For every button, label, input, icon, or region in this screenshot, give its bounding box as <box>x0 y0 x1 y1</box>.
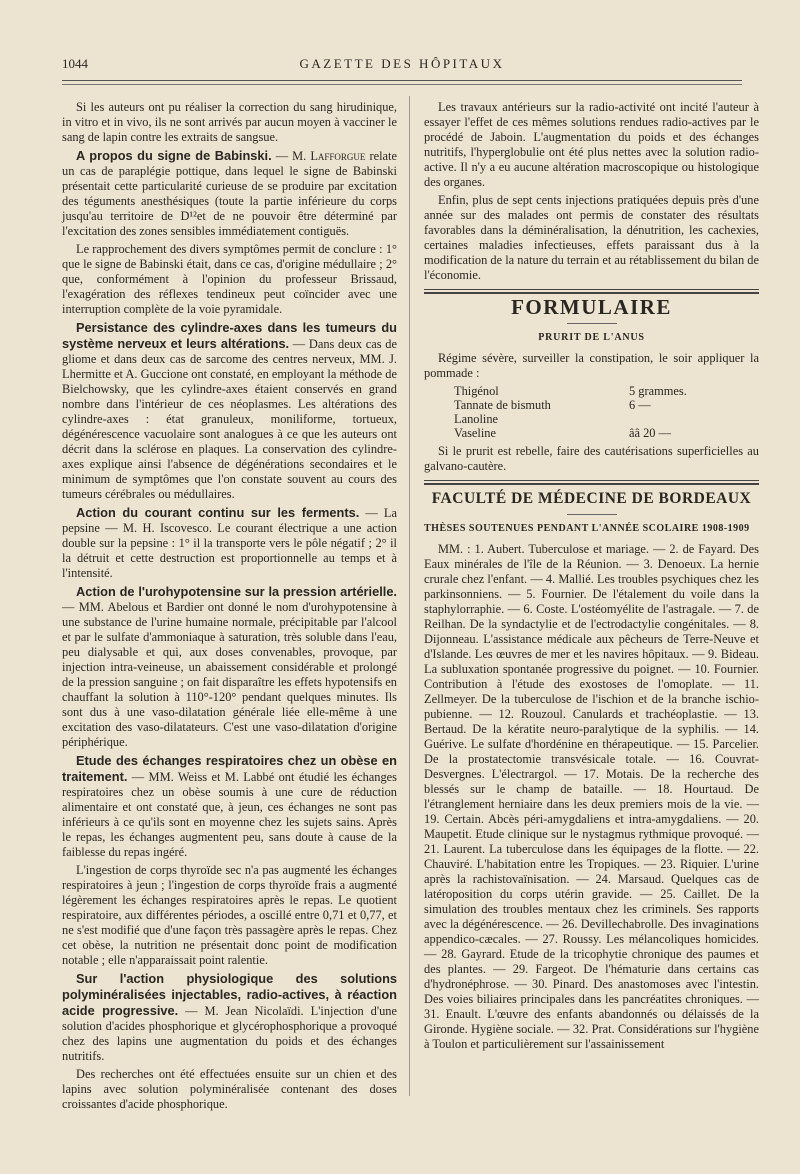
ingredient: Lanoline <box>454 412 499 426</box>
right-column <box>424 100 759 1055</box>
article-solutions-polymineralisees <box>62 971 397 1064</box>
paragraph: Des recherches ont été effectuées ensuite sur un chien et des lapins avec solution polyminéralisée contenant des doses croissantes d'acide phosphorique. <box>62 1067 397 1111</box>
page-header <box>62 56 742 78</box>
faculte-title: FACULTÉ DE MÉDECINE DE BORDEAUX <box>431 490 752 507</box>
paragraph: Enfin, plus de sept cents injections pratiquées depuis près d'une année sur des malades ont permis de constater des résultats favorables dans la déminéralisation, la dénutrition, les cachexies, certaines maladies infectieuses, effets paraissant dus à la modification de la nature du terrain et au rétablissement du bilan de l'économie. <box>424 193 759 282</box>
paragraph: Les travaux antérieurs sur la radio-activité ont incité l'auteur à essayer l'effet de ces mêmes solutions rendues radio-actives par le procédé de Jaboin. L'augmentation du poids et des échanges nutritifs, l'hyperglobulie ont été plus nettes avec la solution radio-active. Il n'y a eu aucune altération macroscopique ou histologique des organes. <box>424 100 759 189</box>
left-column <box>62 100 397 1115</box>
article-text: — Dans deux cas de gliome et dans deux cas de sarcome des centres nerveux, MM. J. Lhermitte et A. Guccione ont constaté, en employant la méthode de Bielchowsky, que les cylindre-axes étaient conservés en grand nombre dans l'intérieur de ces néoplasmes. Les altérations des cylindre-axes : état granuleux, moniliforme, tortueux, dégénérescence vacuolaire sont analogues à ce que les auteurs ont décrit dans la sclérose en plaques. La conservation des cylindre-axes explique ainsi l'absence de dégénérations secondaires et le minimum de symptômes que l'on constate souvent au cours des tumeurs cérébrales ou médullaires. <box>62 337 398 501</box>
section-rule <box>424 289 759 294</box>
article-title: Persistance des cylindre-axes dans les tumeurs du système nerveux et leurs altérations. <box>62 320 397 351</box>
article-text: — MM. Abelous et Bardier ont donné le nom d'urohypotensine à une substance de l'urine humaine normale, précipitable par l'alcool et par le sulfate d'ammoniaque à saturation, très soluble dans l'eau, peu dialysable et qui, aux doses convenables, provoque, par injection intra-veineuse, un abaissement considérable et prolongé de la pression sanguine ; on fait disparaître les effets hypotensifs en chauffant la solution à 110°-120° pendant quelques minutes. Ils sont dus à une vaso-dilatation générale liée elle-même à une excitation des vaso-dilatateurs. C'est une vaso-dilatation d'origine périphérique. <box>62 600 397 749</box>
article-text: — La pepsine — M. H. Iscovesco. Le courant électrique a une action double sur la pepsine : 1° il la transporte vers le pôle négatif ; 2° il la détruit et cette destruction est proportionnelle au temps et à l'intensité. <box>62 506 397 580</box>
quantity: 5 grammes. <box>629 384 687 398</box>
journal-title: GAZETTE DES HÔPITAUX <box>299 56 505 71</box>
article-title: Etude des échanges respiratoires chez un obèse en traitement. <box>62 753 397 784</box>
prescription-row <box>454 426 759 440</box>
prescription <box>454 384 759 440</box>
article-urohypotensine <box>62 584 397 750</box>
quantity <box>629 412 749 426</box>
section-rule <box>424 480 759 485</box>
article-babinski <box>62 148 397 239</box>
paragraph: Régime sévère, surveiller la constipation, le soir appliquer la pommade : <box>424 351 759 380</box>
paragraph: Si les auteurs ont pu réaliser la correction du sang hirudinique, in vitro et in vivo, ils ne sont arrivés par aucun moyen à vacciner le sang de lapin contre les extraits de sangsue. <box>62 100 397 144</box>
paragraph: L'ingestion de corps thyroïde sec n'a pas augmenté les échanges respiratoires à jeun ; l'ingestion de corps thyroïde frais a augmenté légèrement les échanges respiratoires après le repas. Le quotient respiratoire, aux différentes périodes, a oscillé entre 0,71 et 0,77, et ne s'est modifié que d'une façon très passagère après le repas. Chez cet obèse, la nutrition ne présentait donc point de modification notable ; elle n'apparaissait point ralentie. <box>62 863 397 967</box>
article-title: A propos du signe de Babinski. <box>76 148 272 163</box>
article-title: Sur l'action physiologique des solutions polyminéralisées injectables, radio-actives, à réaction acide progressive. <box>62 971 397 1018</box>
short-rule <box>567 514 617 515</box>
header-rule <box>62 80 742 81</box>
prescription-row <box>454 384 759 398</box>
page-number: 1044 <box>62 56 88 71</box>
short-rule <box>567 323 617 324</box>
article-cylindre-axes <box>62 320 397 502</box>
column-divider <box>409 96 410 1096</box>
paragraph: Si le prurit est rebelle, faire des cautérisations superficielles au galvano-cautère. <box>424 444 759 473</box>
article-title: Action du courant continu sur les ferments. <box>76 505 360 520</box>
quantity: ââ 20 — <box>629 426 671 440</box>
theses-list: MM. : 1. Aubert. Tuberculose et mariage. — 2. de Fayard. Des Eaux minérales de l'île de la Réunion. — 3. Denoeux. La hernie crurale chez l'enfant. — 4. Mallié. Les troubles psychiques chez les parkinsonniens. — 5. Fournier. De l'étalement du voile dans la staphylorraphie. — 6. Coste. L'ostéomyélite de l'astragale. — 7. de Reilhan. De la syndactylie et de l'ectrodactylie congénitales. — 8. Dijonneau. L'assistance médicale aux pêcheurs de Terre-Neuve et d'Islande. Les œuvres de mer et les navires hôpitaux. — 9. Bideau. La subluxation spontanée progressive du poignet. — 10. Fournier. Contribution à l'étude des exostoses de l'omoplate. — 11. Zellmeyer. De la tuberculose de l'ischion et de la branche ischio-pubienne. — 12. Rouzoul. Canulards et trachéoplastie. — 13. Bertaud. De la kératite neuro-paralytique de la syphilis. — 14. Guérive. Le sulfate d'hordénine en thérapeutique. — 15. Parcelier. De la prostatectomie transvésicale totale. — 16. Couvrat-Desvergnes. L'électrargol. — 17. Motais. De la recherche des blessés sur le champ de bataille. — 18. Hourtaud. De l'étranglement herniaire dans les deux premiers mois de la vie. — 19. Certain. Abcès péri-amygdaliens et intra-amygdaliens. — 20. Maupetit. Etude clinique sur le nystagmus rythmique provoqué. — 21. Laurent. La tuberculose dans les équipages de la flotte. — 22. Chauviré. L'habitation entre les Tropiques. — 23. Riquier. L'urine après la rachistovaïnisation. — 24. Marsaud. Quelques cas de latéroposition du corps utérin gravide. — 25. Caillet. De la simulation des troubles mentaux chez les criminels. Ses rapports avec la dégénérescence. — 26. Devillechabrolle. Des invaginations appendico-cæcales. — 27. Roussy. Les mélancoliques homicides. — 28. Gayrard. Etude de la tricophytie chronique des paumes et des plantes. — 29. Fargeot. De l'hématurie dans certains cas d'hydronéphrose. — 30. Pinard. Des anastomoses avec l'intestin. Des voies biliaires principales dans les pancréatites chroniques. — 31. Enault. L'œuvre des enfants abandonnés ou délaissés de la Gironde. Hygiène sociale. — 32. Prat. Considérations sur l'hygiène à Toulon et particulièrement sur l'assainissement <box>424 542 759 1051</box>
article-text: — M. <box>271 149 311 163</box>
article-courant-continu <box>62 505 397 581</box>
prurit-title: PRURIT DE L'ANUS <box>538 332 645 343</box>
author-name: Lafforgue <box>310 149 366 163</box>
ingredient: Tannate de bismuth <box>454 398 551 412</box>
prescription-row <box>454 398 759 412</box>
prescription-row <box>454 412 759 426</box>
ingredient: Thigénol <box>454 384 499 398</box>
quantity: 6 — <box>629 398 651 412</box>
article-title: Action de l'urohypotensine sur la pression artérielle. <box>76 584 397 599</box>
article-text: — M. Jean Nicolaïdi. L'injection d'une solution d'acides phosphorique et glycérophosphorique a provoqué chez des lapins une augmentation du poids et des échanges nutritifs. <box>62 1004 397 1063</box>
article-text: relate un cas de paraplégie pottique, dans lequel le signe de Babinski présentait cette particularité curieuse de se produire par excitation des téguments anesthésiques (toute la partie inférieure du corps jusqu'au territoire de D¹²et de ne pouvoir être déterminé par l'excitation des zones sensibles immédiatement contiguës. <box>62 149 397 238</box>
formulaire-title: FORMULAIRE <box>511 295 672 319</box>
article-echanges-respiratoires <box>62 753 397 860</box>
header-rule-secondary <box>62 84 742 85</box>
paragraph: Le rapprochement des divers symptômes permit de conclure : 1° que le signe de Babinski était, dans ce cas, d'origine médullaire ; 2° que, conformément à l'opinion du professeur Brissaud, l'exagération des réflexes tendineux peut coïncider avec une interruption complète de la voie pyramidale. <box>62 242 397 316</box>
theses-title: THÈSES SOUTENUES PENDANT L'ANNÉE SCOLAIRE 1908-1909 <box>424 523 750 534</box>
article-text: — MM. Weiss et M. Labbé ont étudié les échanges respiratoires chez un obèse soumis à une cure de réduction alimentaire et ont constaté que, à jeun, ces échanges ne sont pas inférieurs à ce qu'ils sont en moyenne chez les sujets sains. Après le repas, les échanges augmentent peu, sans doute à cause de la faiblesse du repas ingéré. <box>62 770 397 859</box>
ingredient: Vaseline <box>454 426 496 440</box>
